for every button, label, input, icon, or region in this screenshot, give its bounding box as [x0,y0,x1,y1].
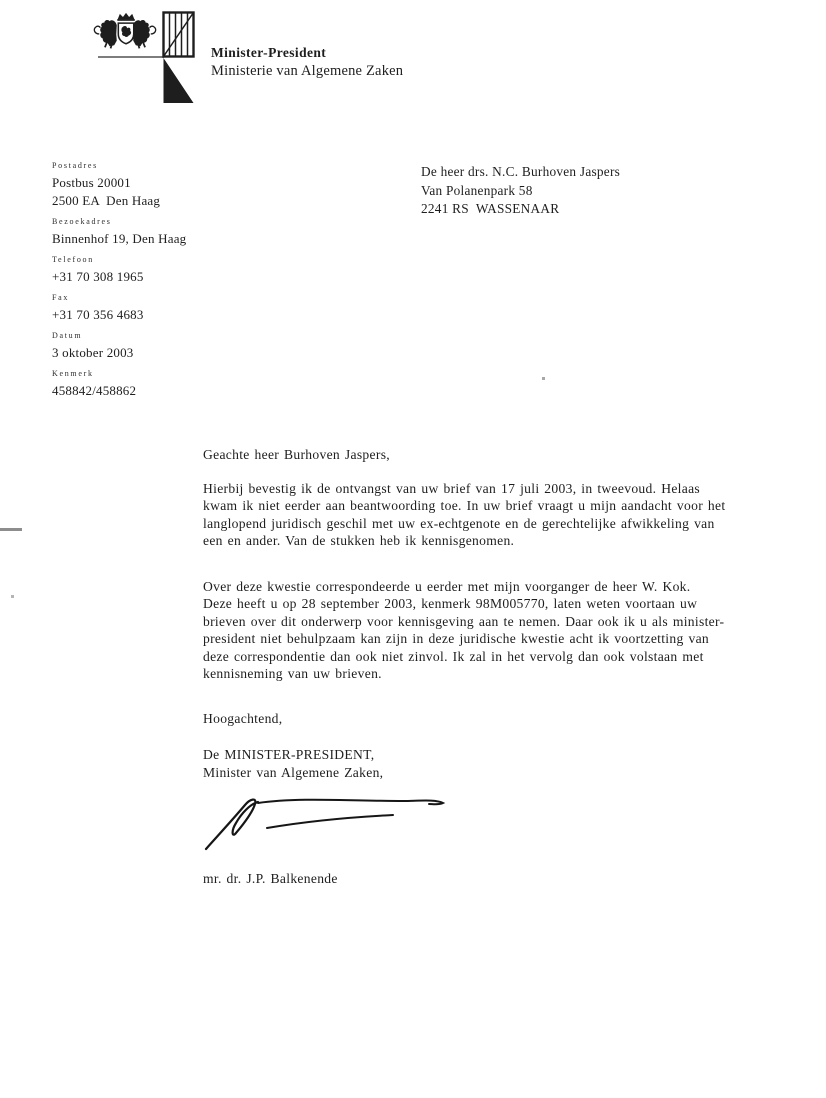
body-paragraph-1 [203,480,725,550]
recipient-name: De heer drs. N.C. Burhoven Jaspers [421,164,621,179]
field-value-kenmerk: 458842/458862 [52,383,137,398]
field-value-postadres-line1: Postbus 20001 [52,175,131,190]
recipient-address [421,163,620,219]
field-value-bezoekadres: Binnenhof 19, Den Haag [52,231,187,246]
closing: Hoogachtend, [203,711,283,726]
field-label-kenmerk: Kenmerk [52,369,94,378]
letterhead-divider-line [98,56,164,58]
handwritten-signature-icon [203,795,448,855]
letterhead-subtitle: Ministerie van Algemene Zaken [211,63,404,79]
body-line: langlopend juridisch geschil met uw ex-echtgenote en de gerechtelijke afwikkeling van [203,515,715,531]
scan-artifact-speck [11,595,14,598]
field-bezoekadres [52,216,282,248]
field-label-fax: Fax [52,293,70,302]
field-fax [52,292,282,324]
field-value-fax: +31 70 356 4683 [52,307,144,322]
sender-info-panel [52,160,282,406]
signer-name: mr. dr. J.P. Balkenende [203,871,338,886]
body-line: Deze heeft u op 28 september 2003, kenmerk 98M005770, laten weten voortaan uw [203,596,698,612]
scan-artifact-speck [542,377,545,380]
field-kenmerk [52,368,282,400]
letterhead-text [211,43,403,81]
field-label-telefoon: Telefoon [52,255,94,264]
body-line: president niet behulpzaam kan zijn in deze juridische kwestie acht ik voortzetting van [203,631,710,647]
scan-artifact-dash [0,528,22,531]
dutch-coat-of-arms-icon [90,12,160,59]
field-postadres [52,160,282,210]
body-line: een en ander. Van de stukken heb ik kennisgenomen. [203,533,515,549]
body-line: kwam ik niet eerder aan beantwoording toe. In uw brief vraagt u mijn aandacht voor het [203,498,726,514]
field-telefoon [52,254,282,286]
recipient-city: 2241 RS WASSENAAR [421,201,560,216]
field-value-telefoon: +31 70 308 1965 [52,269,144,284]
field-datum [52,330,282,362]
field-label-bezoekadres: Bezoekadres [52,217,112,226]
body-paragraph-2 [203,578,724,682]
field-value-postadres-line2: 2500 EA Den Haag [52,193,161,208]
field-label-postadres: Postadres [52,161,98,170]
salutation: Geachte heer Burhoven Jaspers, [203,447,390,462]
signoff-role-line1: De MINISTER-PRESIDENT, [203,747,375,762]
body-line: deze correspondentie dan ook niet zinvol. Ik zal in het vervolg dan ook volstaan met [203,648,704,664]
letterhead-title: Minister-President [211,45,327,60]
body-line: brieven over dit onderwerp voor kennisgeving aan te nemen. Daar ook ik u als minister- [203,613,725,629]
body-line: kennisneming van uw brieven. [203,666,382,682]
logo-flag-block-icon [162,11,195,104]
signoff-role-line2: Minister van Algemene Zaken, [203,765,384,780]
signoff-role [203,746,383,782]
recipient-street: Van Polanenpark 58 [421,182,533,198]
body-line: Hierbij bevestig ik de ontvangst van uw brief van 17 juli 2003, in tweevoud. Helaas [203,481,700,496]
field-label-datum: Datum [52,331,83,340]
body-line: Over deze kwestie correspondeerde u eerder met mijn voorganger de heer W. Kok. [203,579,691,594]
field-value-datum: 3 oktober 2003 [52,345,134,360]
